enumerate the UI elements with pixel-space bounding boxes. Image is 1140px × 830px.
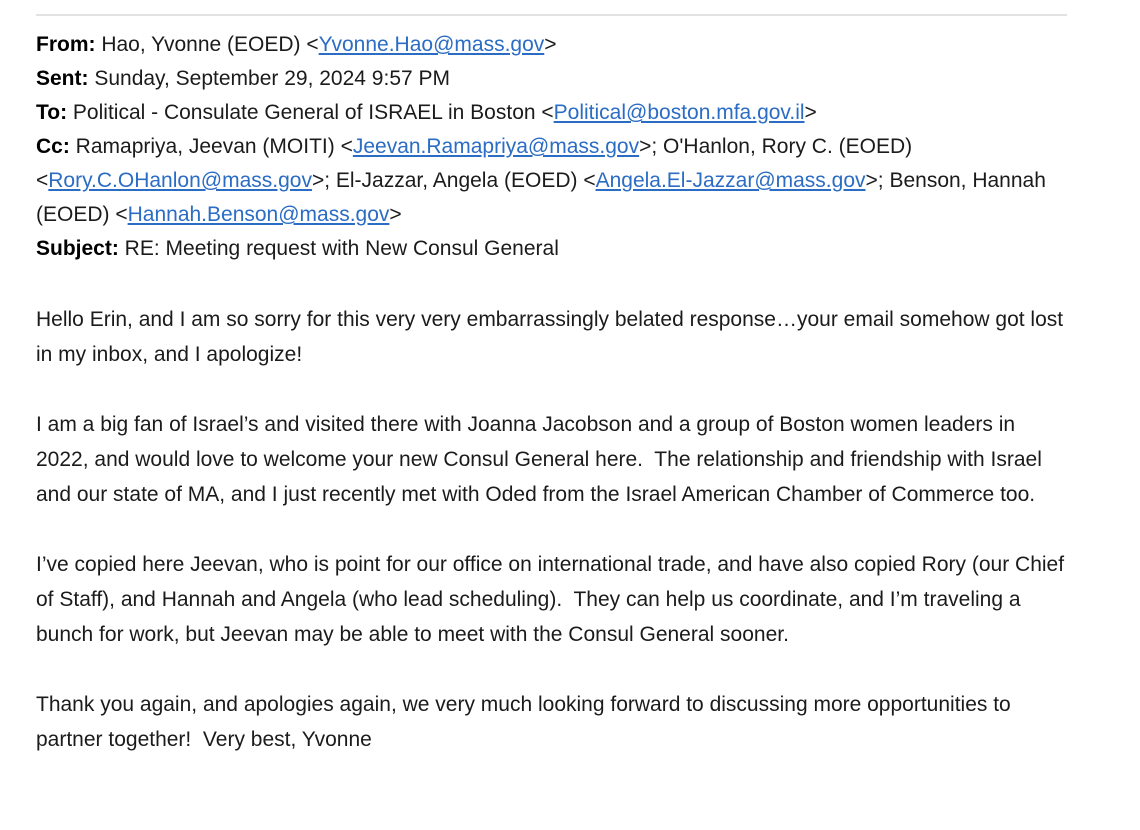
cc-closing-bracket: >: [389, 203, 402, 226]
cc-recipient-text-1: Ramapriya, Jeevan (MOITI) <: [69, 135, 353, 158]
to-email-link[interactable]: Political@boston.mfa.gov.il: [553, 101, 805, 124]
email-body: [36, 302, 1069, 757]
cc-recipient-text-3: >; El-Jazzar, Angela (EOED) <: [311, 169, 596, 192]
sent-field: [36, 62, 1069, 96]
sent-datetime: Sunday, September 29, 2024 9:57 PM: [88, 67, 451, 90]
cc-label: Cc:: [36, 135, 70, 158]
body-paragraph-closing: Thank you again, and apologies again, we very much looking forward to discussing more opportunities to partner together! Very best, Yvonne: [36, 693, 1017, 751]
sent-label: Sent:: [36, 67, 89, 90]
subject-text: RE: Meeting request with New Consul General: [118, 237, 559, 260]
to-recipient-text: Political - Consulate General of ISRAEL in Boston <: [67, 101, 554, 124]
cc-email-link-angela[interactable]: Angela.El-Jazzar@mass.gov: [595, 169, 866, 192]
from-email-link[interactable]: Yvonne.Hao@mass.gov: [318, 33, 545, 56]
subject-label: Subject:: [36, 237, 119, 260]
to-closing-bracket: >: [804, 101, 817, 124]
body-paragraph-greeting: Hello Erin, and I am so sorry for this very very embarrassingly belated response…your email somehow got lost in my inbox, and I apologize!: [36, 308, 1069, 366]
quoted-message-divider: [36, 14, 1067, 16]
from-field: [36, 28, 1069, 62]
subject-field: [36, 232, 1069, 266]
cc-recipient-text-4: >; Benson, Hannah (EOED) <: [36, 169, 1052, 226]
cc-email-link-hannah[interactable]: Hannah.Benson@mass.gov: [127, 203, 390, 226]
cc-field: [36, 130, 1069, 232]
cc-email-link-rory[interactable]: Rory.C.OHanlon@mass.gov: [48, 169, 312, 192]
body-paragraph-israel: I am a big fan of Israel’s and visited there with Joanna Jacobson and a group of Boston women leaders in 2022, and would love to welcome your new Consul General here. The relationship and friendship with Israel and our state of MA, and I just recently met with Oded from the Israel American Chamber of Commerce too.: [36, 413, 1048, 506]
cc-recipient-text-2: >; O'Hanlon, Rory C. (EOED) <: [36, 135, 918, 192]
cc-email-link-jeevan[interactable]: Jeevan.Ramapriya@mass.gov: [352, 135, 640, 158]
from-label: From:: [36, 33, 96, 56]
from-closing-bracket: >: [544, 33, 557, 56]
body-paragraph-coordination: I’ve copied here Jeevan, who is point for our office on international trade, and have also copied Rory (our Chief of Staff), and Hannah and Angela (who lead scheduling). They can help us coordinate, and I’m traveling a bunch for work, but Jeevan may be able to meet with the Consul General sooner.: [36, 553, 1070, 646]
to-field: [36, 96, 1069, 130]
from-recipient-text: Hao, Yvonne (EOED) <: [95, 33, 319, 56]
to-label: To:: [36, 101, 68, 124]
email-header: [36, 28, 1069, 266]
